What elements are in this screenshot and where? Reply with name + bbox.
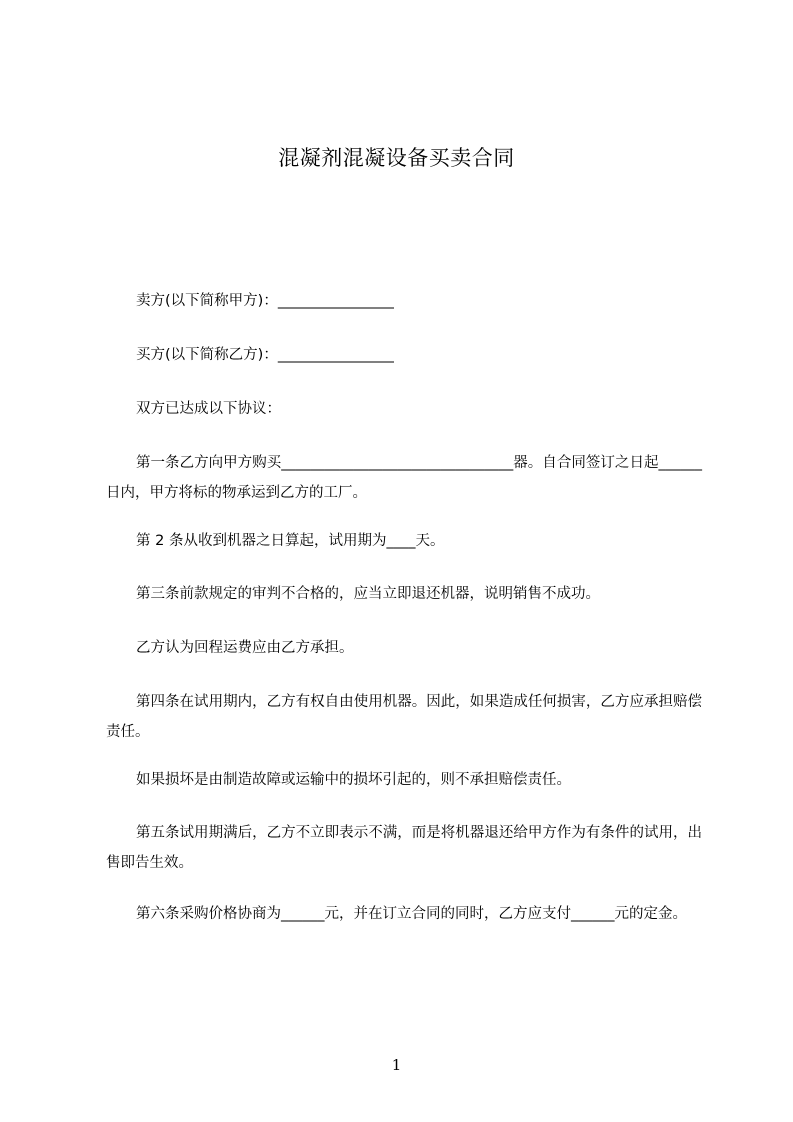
article-3-freight: 乙方认为回程运费应由乙方承担。 bbox=[136, 640, 354, 656]
article-3: 第三条前款规定的审判不合格的，应当立即退还机器，说明销售不成功。 bbox=[136, 586, 600, 602]
page-number: 1 bbox=[391, 1056, 402, 1074]
agreement-intro: 双方已达成以下协议： bbox=[136, 401, 281, 417]
document-title: 混凝剂混凝设备买卖合同 bbox=[278, 146, 515, 170]
buyer-line: 买方(以下简称乙方)：________________ bbox=[136, 347, 394, 363]
article-1: 第一条乙方向甲方购买________________________________器。自合同签订之日起______日内，甲方将标的物承运到乙方的工厂。 bbox=[106, 455, 702, 501]
article-4-exemption: 如果损坏是由制造故障或运输中的损坏引起的，则不承担赔偿责任。 bbox=[136, 772, 571, 788]
article-4: 第四条在试用期内，乙方有权自由使用机器。因此，如果造成任何损害，乙方应承担赔偿责任。 bbox=[106, 694, 702, 740]
article-6: 第六条采购价格协商为______元，并在订立合同的同时，乙方应支付______元的定金。 bbox=[136, 906, 687, 922]
seller-line: 卖方(以下简称甲方)：________________ bbox=[136, 293, 394, 309]
article-2: 第 2 条从收到机器之日算起，试用期为____天。 bbox=[136, 533, 445, 549]
article-5: 第五条试用期满后，乙方不立即表示不满，而是将机器退还给甲方作为有条件的试用，出售即告生效。 bbox=[106, 825, 702, 871]
